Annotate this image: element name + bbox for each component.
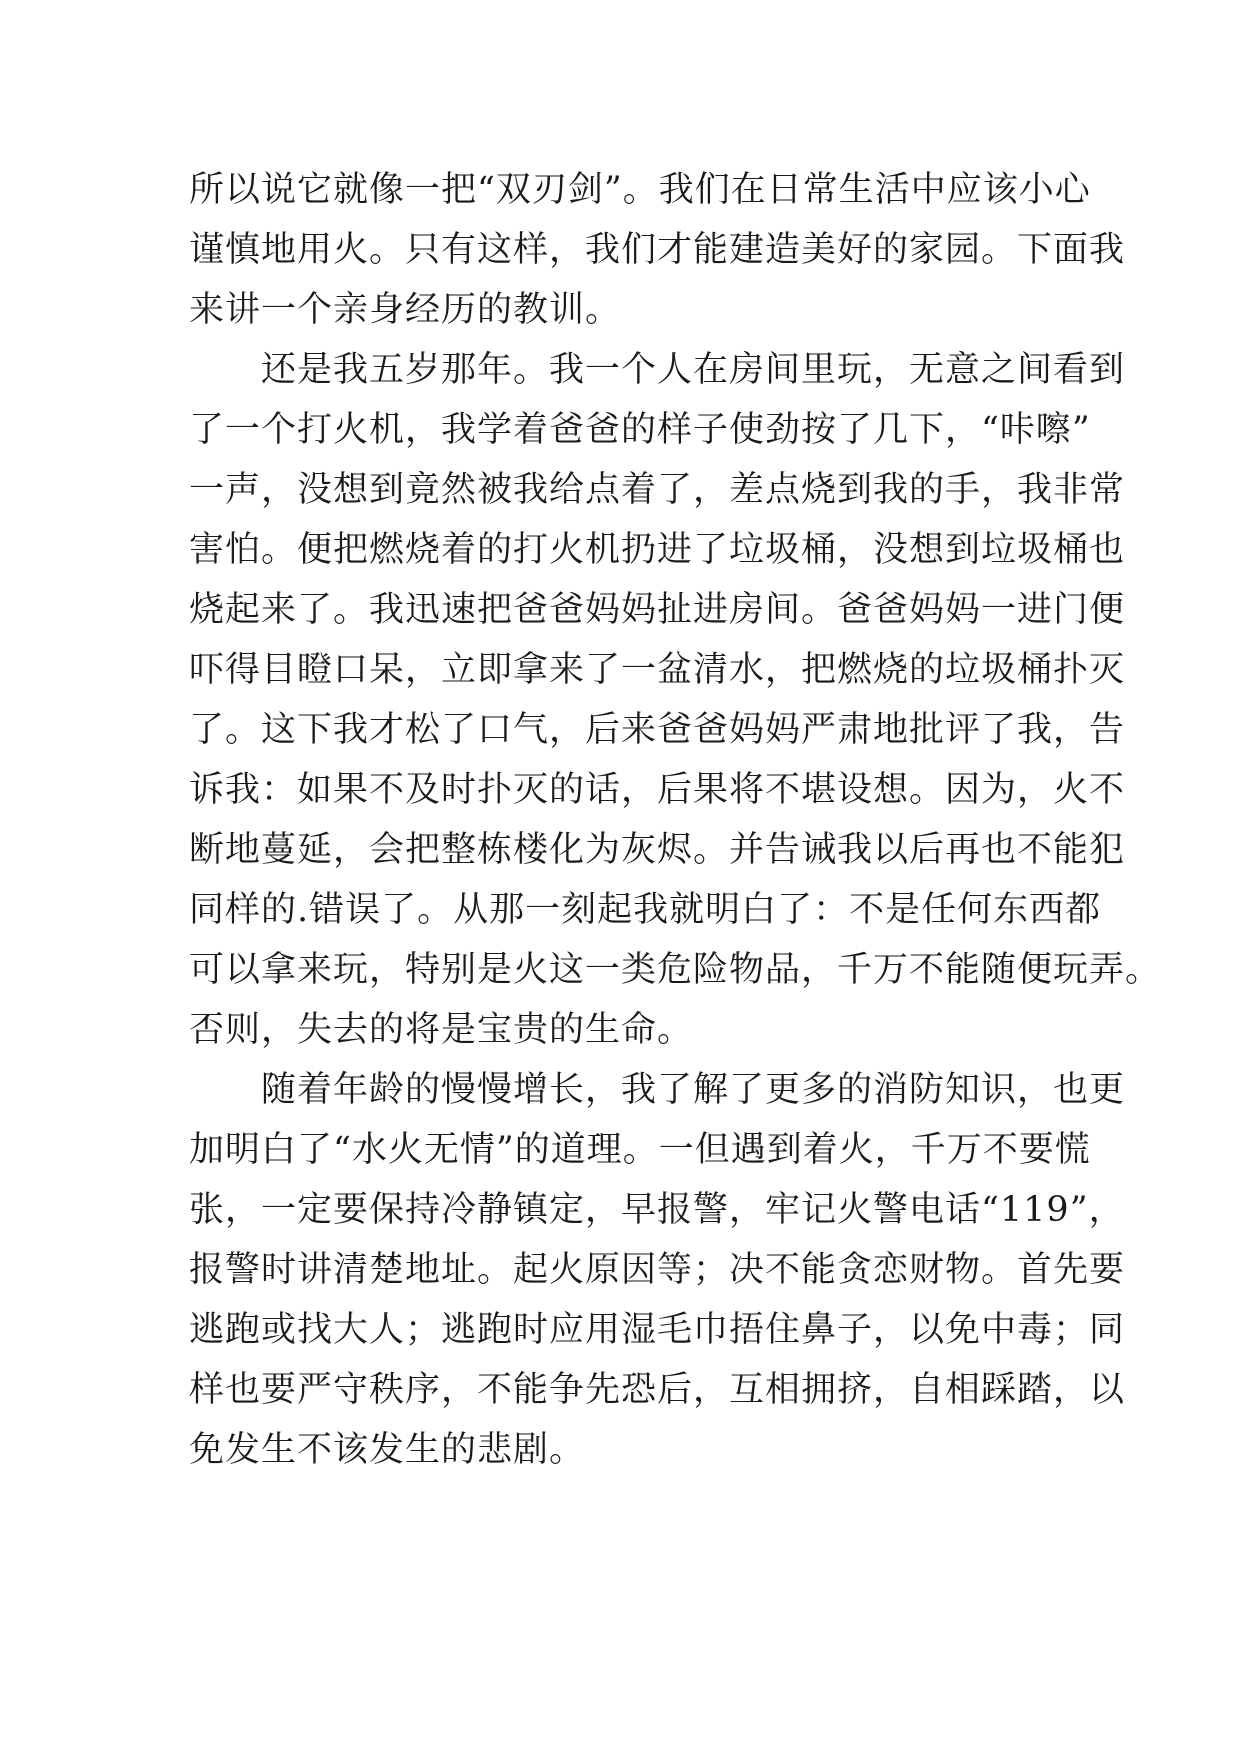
text-line: 诉我：如果不及时扑灭的话，后果将不堪设想。因为，火不 [189, 770, 1126, 810]
text-line: 否则，失去的将是宝贵的生命。 [189, 1010, 694, 1050]
text-line: 报警时讲清楚地址。起火原因等；决不能贪恋财物。首先要 [189, 1250, 1126, 1290]
text-line: 谨慎地用火。只有这样，我们才能建造美好的家园。下面我 [189, 230, 1126, 270]
text-line: 来讲一个亲身经历的教训。 [189, 290, 622, 330]
paragraph [189, 1060, 1126, 1480]
text-line: 同样的.错误了。从那一刻起我就明白了：不是任何东西都 [189, 890, 1102, 930]
text-line: 随着年龄的慢慢增长，我了解了更多的消防知识，也更 [261, 1070, 1126, 1110]
text-line: 断地蔓延，会把整栋楼化为灰烬。并告诫我以后再也不能犯 [189, 830, 1126, 870]
text-line: 可以拿来玩，特别是火这一类危险物品，千万不能随便玩弄。 [189, 950, 1162, 990]
text-line: 所以说它就像一把“双刃剑”。我们在日常生活中应该小心 [189, 170, 1091, 210]
text-line: 吓得目瞪口呆，立即拿来了一盆清水，把燃烧的垃圾桶扑灭 [189, 650, 1126, 690]
text-line: 样也要严守秩序，不能争先恐后，互相拥挤，自相踩踏，以 [189, 1370, 1126, 1410]
paragraph [189, 340, 1162, 1060]
text-line: 了。这下我才松了口气，后来爸爸妈妈严肃地批评了我，告 [189, 710, 1126, 750]
text-line: 还是我五岁那年。我一个人在房间里玩，无意之间看到 [261, 350, 1126, 390]
body-text [189, 160, 1162, 1480]
text-line: 烧起来了。我迅速把爸爸妈妈扯进房间。爸爸妈妈一进门便 [189, 590, 1126, 630]
text-line: 一声，没想到竟然被我给点着了，差点烧到我的手，我非常 [189, 470, 1126, 510]
paragraph [189, 160, 1126, 340]
text-line: 免发生不该发生的悲剧。 [189, 1430, 586, 1470]
text-line: 加明白了“水火无情”的道理。一但遇到着火，千万不要慌 [189, 1130, 1091, 1170]
text-line: 逃跑或找大人；逃跑时应用湿毛巾捂住鼻子，以免中毒；同 [189, 1310, 1126, 1350]
text-line: 害怕。便把燃烧着的打火机扔进了垃圾桶，没想到垃圾桶也 [189, 530, 1126, 570]
text-line: 了一个打火机，我学着爸爸的样子使劲按了几下，“咔嚓” [189, 410, 1091, 450]
text-line: 张，一定要保持冷静镇定，早报警，牢记火警电话“119”， [189, 1190, 1125, 1230]
